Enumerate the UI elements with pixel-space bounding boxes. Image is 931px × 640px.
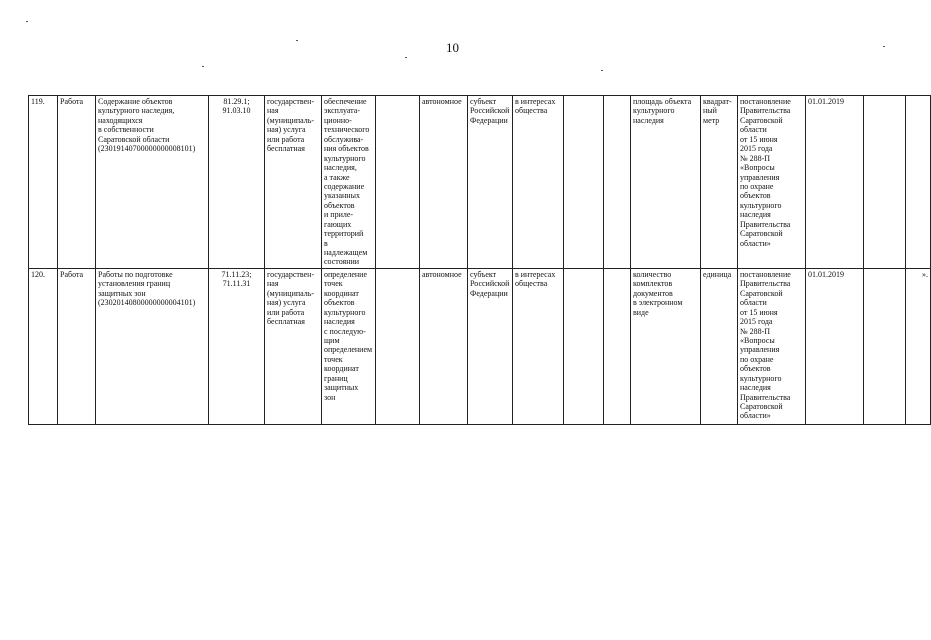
closing-cell (906, 96, 931, 269)
work-name-cell: Содержание объектов культурного наследия, находящихся в собственности Саратовской области (23019140700000000008101) (96, 96, 209, 269)
empty-cell (376, 96, 420, 269)
scan-speck (202, 66, 204, 67)
row-number-cell: 119. (29, 96, 58, 269)
consumer-cell: субъект Российской Федерации (468, 268, 513, 424)
page-number: 10 (446, 40, 459, 55)
row-number-cell: 120. (29, 268, 58, 424)
empty-cell (604, 268, 631, 424)
consumer-cell: субъект Российской Федерации (468, 96, 513, 269)
empty-cell (564, 96, 604, 269)
scan-speck (883, 46, 885, 47)
institution-type-cell: автономное (420, 96, 468, 269)
purpose-cell: в интересах общества (513, 268, 564, 424)
empty-cell (564, 268, 604, 424)
empty-cell (864, 96, 906, 269)
row-type-cell: Работа (58, 268, 96, 424)
indicator-cell: площадь объекта культурного наследия (631, 96, 701, 269)
category-cell: государствен- ная (муниципаль- ная) услуга или работа бесплатная (265, 96, 322, 269)
scan-speck (296, 40, 298, 41)
empty-cell (376, 268, 420, 424)
scan-speck (26, 21, 28, 22)
indicator-cell: количество комплектов документов в электронном виде (631, 268, 701, 424)
closing-cell: ». (906, 268, 931, 424)
purpose-cell: в интересах общества (513, 96, 564, 269)
category-cell: государствен- ная (муниципаль- ная) услуга или работа бесплатная (265, 268, 322, 424)
content-cell: обеспечение эксплуата- ционно- технического обслужива- ния объектов культурного наследия, а также содержание указанных объектов и приле- гающих территорий в надлежащем состоянии (322, 96, 376, 269)
work-name-cell: Работы по подготовке установления границ защитных зон (23020140800000000004101) (96, 268, 209, 424)
content-cell: определение точек координат объектов культурного наследия с последую- щим определением точек координат границ защитных зон (322, 268, 376, 424)
okved-codes-cell: 71.11.23; 71.11.31 (209, 268, 265, 424)
table-row (29, 96, 931, 269)
empty-cell (604, 96, 631, 269)
okved-codes-cell: 81.29.1; 91.03.10 (209, 96, 265, 269)
legal-basis-cell: постановление Правительства Саратовской области от 15 июня 2015 года № 288-П «Вопросы управления по охране объектов культурного наследия Правительства Саратовской области» (738, 96, 806, 269)
institution-type-cell: автономное (420, 268, 468, 424)
unit-cell: квадрат- ный метр (701, 96, 738, 269)
scan-speck (601, 70, 603, 71)
legal-basis-cell: постановление Правительства Саратовской области от 15 июня 2015 года № 288-П «Вопросы управления по охране объектов культурного наследия Правительства Саратовской области» (738, 268, 806, 424)
date-cell: 01.01.2019 (806, 96, 864, 269)
registry-table (28, 95, 931, 425)
empty-cell (864, 268, 906, 424)
table-row (29, 268, 931, 424)
row-type-cell: Работа (58, 96, 96, 269)
unit-cell: единица (701, 268, 738, 424)
date-cell: 01.01.2019 (806, 268, 864, 424)
scan-speck (405, 57, 407, 58)
